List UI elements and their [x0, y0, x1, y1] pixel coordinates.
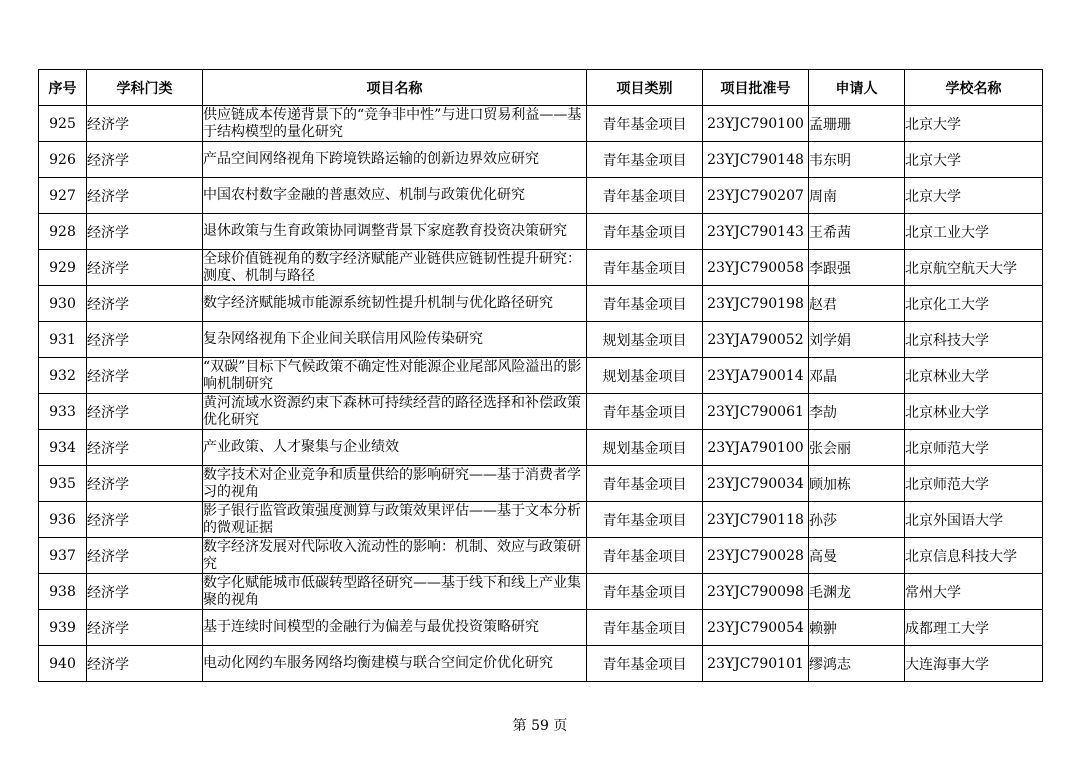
cell-project-category: 青年基金项目	[587, 538, 703, 574]
cell-applicant: 李跟强	[809, 250, 905, 286]
cell-school: 北京林业大学	[905, 394, 1043, 430]
cell-project-name	[203, 502, 587, 538]
cell-project-name	[203, 286, 587, 322]
cell-approval-number: 23YJA790052	[703, 322, 809, 358]
cell-approval-number: 23YJC790054	[703, 610, 809, 646]
header-serial: 序号	[39, 70, 87, 106]
cell-approval-number: 23YJC790058	[703, 250, 809, 286]
cell-serial: 936	[39, 502, 87, 538]
cell-applicant: 刘学娟	[809, 322, 905, 358]
cell-approval-number: 23YJA790014	[703, 358, 809, 394]
cell-applicant: 赖翀	[809, 610, 905, 646]
cell-applicant: 王希茜	[809, 214, 905, 250]
header-school: 学校名称	[905, 70, 1043, 106]
cell-serial: 935	[39, 466, 87, 502]
project-name-text: 全球价值链视角的数字经济赋能产业链供应链韧性提升研究：测度、机制与路径	[203, 250, 581, 284]
table-row	[39, 322, 1043, 358]
cell-project-name	[203, 214, 587, 250]
project-name-text: 退休政策与生育政策协同调整背景下家庭教育投资决策研究	[203, 223, 567, 239]
cell-serial: 934	[39, 430, 87, 466]
cell-project-category: 青年基金项目	[587, 214, 703, 250]
table-row	[39, 646, 1043, 682]
cell-approval-number: 23YJC790148	[703, 142, 809, 178]
table-row	[39, 286, 1043, 322]
project-name-text: 产品空间网络视角下跨境铁路运输的创新边界效应研究	[203, 151, 539, 167]
cell-discipline: 经济学	[87, 394, 203, 430]
project-name-text: 复杂网络视角下企业间关联信用风险传染研究	[203, 331, 483, 347]
cell-project-name	[203, 538, 587, 574]
cell-school: 北京大学	[905, 142, 1043, 178]
cell-applicant: 韦东明	[809, 142, 905, 178]
cell-school: 北京航空航天大学	[905, 250, 1043, 286]
cell-discipline: 经济学	[87, 358, 203, 394]
cell-discipline: 经济学	[87, 286, 203, 322]
cell-project-category: 青年基金项目	[587, 646, 703, 682]
cell-approval-number: 23YJC790061	[703, 394, 809, 430]
cell-school: 北京大学	[905, 178, 1043, 214]
cell-project-name	[203, 394, 587, 430]
table-row	[39, 466, 1043, 502]
project-name-text: 黄河流域水资源约束下森林可持续经营的路径选择和补偿政策优化研究	[203, 394, 581, 428]
cell-discipline: 经济学	[87, 250, 203, 286]
cell-applicant: 毛渊龙	[809, 574, 905, 610]
cell-approval-number: 23YJA790100	[703, 430, 809, 466]
cell-school: 北京工业大学	[905, 214, 1043, 250]
cell-project-category: 青年基金项目	[587, 286, 703, 322]
cell-project-name	[203, 466, 587, 502]
project-name-text: 供应链成本传递背景下的“竞争非中性”与进口贸易利益——基于结构模型的量化研究	[203, 106, 582, 140]
table-header-row	[39, 70, 1043, 106]
cell-discipline: 经济学	[87, 106, 203, 142]
cell-serial: 927	[39, 178, 87, 214]
cell-applicant: 高曼	[809, 538, 905, 574]
cell-approval-number: 23YJC790207	[703, 178, 809, 214]
cell-school: 北京信息科技大学	[905, 538, 1043, 574]
cell-serial: 929	[39, 250, 87, 286]
header-approval-number: 项目批准号	[703, 70, 809, 106]
cell-school: 常州大学	[905, 574, 1043, 610]
cell-project-name	[203, 142, 587, 178]
cell-discipline: 经济学	[87, 142, 203, 178]
project-name-text: “双碳”目标下气候政策不确定性对能源企业尾部风险溢出的影响机制研究	[203, 358, 582, 392]
table-row	[39, 538, 1043, 574]
table-row	[39, 610, 1043, 646]
cell-discipline: 经济学	[87, 610, 203, 646]
project-name-text: 产业政策、人才聚集与企业绩效	[203, 439, 399, 455]
table-row	[39, 502, 1043, 538]
cell-project-category: 规划基金项目	[587, 430, 703, 466]
cell-school: 大连海事大学	[905, 646, 1043, 682]
cell-project-category: 青年基金项目	[587, 466, 703, 502]
cell-approval-number: 23YJC790101	[703, 646, 809, 682]
table-row	[39, 142, 1043, 178]
cell-school: 北京师范大学	[905, 430, 1043, 466]
cell-project-category: 青年基金项目	[587, 106, 703, 142]
cell-project-name	[203, 322, 587, 358]
cell-approval-number: 23YJC790100	[703, 106, 809, 142]
cell-applicant: 孟珊珊	[809, 106, 905, 142]
cell-serial: 926	[39, 142, 87, 178]
cell-applicant: 顾加栋	[809, 466, 905, 502]
table-row	[39, 358, 1043, 394]
cell-project-name	[203, 178, 587, 214]
cell-serial: 925	[39, 106, 87, 142]
table-row	[39, 430, 1043, 466]
page-number: 第 59 页	[512, 718, 568, 734]
cell-approval-number: 23YJC790034	[703, 466, 809, 502]
table-row	[39, 106, 1043, 142]
cell-serial: 937	[39, 538, 87, 574]
cell-applicant: 周南	[809, 178, 905, 214]
cell-project-category: 青年基金项目	[587, 394, 703, 430]
cell-serial: 928	[39, 214, 87, 250]
project-name-text: 电动化网约车服务网络均衡建模与联合空间定价优化研究	[203, 655, 553, 671]
cell-project-category: 青年基金项目	[587, 574, 703, 610]
header-project-name: 项目名称	[203, 70, 587, 106]
project-name-text: 数字经济发展对代际收入流动性的影响：机制、效应与政策研究	[203, 538, 581, 572]
cell-discipline: 经济学	[87, 322, 203, 358]
cell-project-category: 规划基金项目	[587, 322, 703, 358]
header-applicant: 申请人	[809, 70, 905, 106]
cell-discipline: 经济学	[87, 430, 203, 466]
cell-serial: 932	[39, 358, 87, 394]
cell-project-name	[203, 250, 587, 286]
cell-approval-number: 23YJC790098	[703, 574, 809, 610]
cell-approval-number: 23YJC790143	[703, 214, 809, 250]
table-row	[39, 574, 1043, 610]
cell-serial: 938	[39, 574, 87, 610]
cell-school: 成都理工大学	[905, 610, 1043, 646]
cell-applicant: 张会丽	[809, 430, 905, 466]
cell-applicant: 李劼	[809, 394, 905, 430]
cell-school: 北京外国语大学	[905, 502, 1043, 538]
cell-school: 北京大学	[905, 106, 1043, 142]
table-row	[39, 394, 1043, 430]
cell-discipline: 经济学	[87, 214, 203, 250]
cell-project-name	[203, 574, 587, 610]
cell-discipline: 经济学	[87, 178, 203, 214]
cell-discipline: 经济学	[87, 538, 203, 574]
table-row	[39, 214, 1043, 250]
cell-serial: 930	[39, 286, 87, 322]
cell-project-category: 青年基金项目	[587, 142, 703, 178]
table-row	[39, 250, 1043, 286]
cell-discipline: 经济学	[87, 502, 203, 538]
cell-discipline: 经济学	[87, 646, 203, 682]
cell-applicant: 缪鸿志	[809, 646, 905, 682]
cell-school: 北京科技大学	[905, 322, 1043, 358]
cell-applicant: 孙莎	[809, 502, 905, 538]
cell-project-category: 青年基金项目	[587, 610, 703, 646]
cell-project-category: 青年基金项目	[587, 250, 703, 286]
cell-serial: 931	[39, 322, 87, 358]
cell-project-name	[203, 646, 587, 682]
cell-approval-number: 23YJC790118	[703, 502, 809, 538]
table-row	[39, 178, 1043, 214]
cell-applicant: 赵君	[809, 286, 905, 322]
header-discipline: 学科门类	[87, 70, 203, 106]
cell-serial: 933	[39, 394, 87, 430]
project-name-text: 数字技术对企业竞争和质量供给的影响研究——基于消费者学习的视角	[203, 466, 581, 500]
cell-applicant: 邓晶	[809, 358, 905, 394]
cell-discipline: 经济学	[87, 574, 203, 610]
cell-project-name	[203, 610, 587, 646]
cell-project-name	[203, 106, 587, 142]
project-name-text: 数字经济赋能城市能源系统韧性提升机制与优化路径研究	[203, 295, 553, 311]
project-name-text: 中国农村数字金融的普惠效应、机制与政策优化研究	[203, 187, 525, 203]
cell-discipline: 经济学	[87, 466, 203, 502]
cell-serial: 940	[39, 646, 87, 682]
cell-project-name	[203, 358, 587, 394]
header-project-category: 项目类别	[587, 70, 703, 106]
cell-project-category: 青年基金项目	[587, 178, 703, 214]
cell-project-name	[203, 430, 587, 466]
project-name-text: 基于连续时间模型的金融行为偏差与最优投资策略研究	[203, 619, 539, 635]
cell-school: 北京林业大学	[905, 358, 1043, 394]
project-name-text: 影子银行监管政策强度测算与政策效果评估——基于文本分析的微观证据	[203, 502, 581, 536]
cell-school: 北京师范大学	[905, 466, 1043, 502]
cell-serial: 939	[39, 610, 87, 646]
project-name-text: 数字化赋能城市低碳转型路径研究——基于线下和线上产业集聚的视角	[203, 574, 581, 608]
cell-approval-number: 23YJC790028	[703, 538, 809, 574]
cell-school: 北京化工大学	[905, 286, 1043, 322]
cell-approval-number: 23YJC790198	[703, 286, 809, 322]
project-table	[38, 69, 1043, 682]
cell-project-category: 青年基金项目	[587, 502, 703, 538]
cell-project-category: 规划基金项目	[587, 358, 703, 394]
